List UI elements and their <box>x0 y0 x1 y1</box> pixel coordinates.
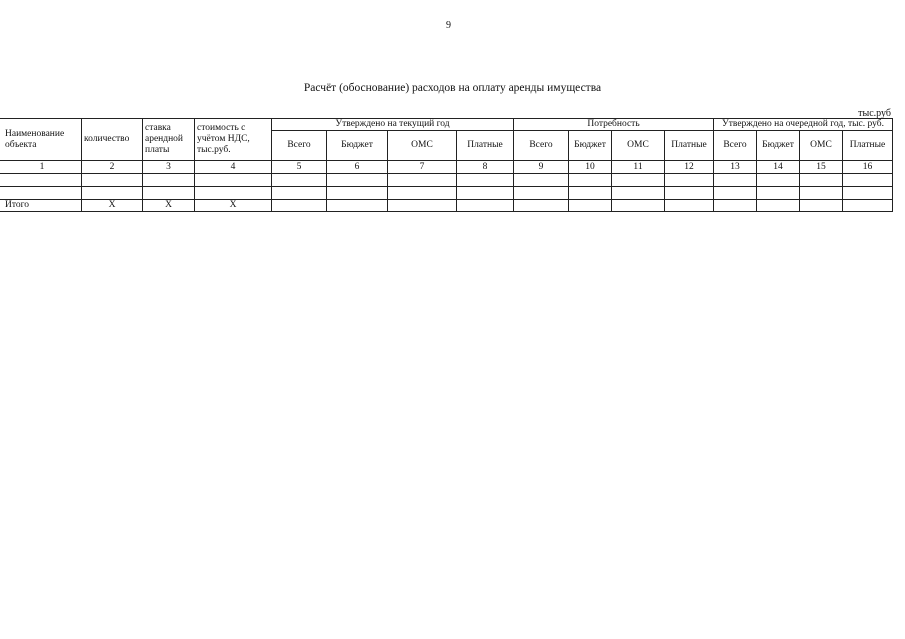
column-number: 1 <box>0 161 82 174</box>
document-title: Расчёт (обоснование) расходов на оплату аренды имущества <box>303 82 602 94</box>
table-cell[interactable] <box>714 187 757 200</box>
table-cell[interactable] <box>272 174 327 187</box>
table-cell[interactable] <box>612 187 665 200</box>
table-cell[interactable] <box>612 200 665 212</box>
header-rent-rate: ставка арендной платы <box>143 119 195 161</box>
header-object-name: Наименование объекта <box>0 119 82 161</box>
table-cell[interactable] <box>514 200 569 212</box>
table-cell[interactable] <box>843 174 893 187</box>
column-number: 12 <box>665 161 714 174</box>
column-number: 6 <box>327 161 388 174</box>
table-cell[interactable] <box>0 174 82 187</box>
subheader-paid: Платные <box>665 131 714 161</box>
table-cell[interactable] <box>272 200 327 212</box>
table-cell[interactable] <box>714 174 757 187</box>
header-group-next-year: Утверждено на очередной год, тыс. руб. <box>714 119 893 131</box>
column-number: 14 <box>757 161 800 174</box>
table-cell[interactable] <box>327 174 388 187</box>
table-cell[interactable] <box>514 187 569 200</box>
subheader-budget: Бюджет <box>569 131 612 161</box>
table-cell[interactable] <box>388 200 457 212</box>
subheader-total: Всего <box>514 131 569 161</box>
page-number: 9 <box>446 20 451 31</box>
subheader-oms: ОМС <box>612 131 665 161</box>
table-cell[interactable] <box>569 200 612 212</box>
header-group-current-year: Утверждено на текущий год <box>272 119 514 131</box>
column-number: 5 <box>272 161 327 174</box>
column-number: 8 <box>457 161 514 174</box>
table-cell[interactable] <box>0 187 82 200</box>
total-cost-cross: X <box>195 200 272 212</box>
table-cell[interactable] <box>143 187 195 200</box>
column-number: 13 <box>714 161 757 174</box>
subheader-total: Всего <box>714 131 757 161</box>
table-cell[interactable] <box>457 200 514 212</box>
table-cell[interactable] <box>800 200 843 212</box>
table-cell[interactable] <box>569 174 612 187</box>
table-cell[interactable] <box>272 187 327 200</box>
table-cell[interactable] <box>612 174 665 187</box>
table-cell[interactable] <box>843 187 893 200</box>
table-cell[interactable] <box>757 174 800 187</box>
total-rate-cross: X <box>143 200 195 212</box>
table-cell[interactable] <box>800 187 843 200</box>
table-cell[interactable] <box>569 187 612 200</box>
table-row <box>0 187 893 200</box>
table-cell[interactable] <box>514 174 569 187</box>
subheader-budget: Бюджет <box>327 131 388 161</box>
table-cell[interactable] <box>195 174 272 187</box>
table-cell[interactable] <box>757 200 800 212</box>
column-number: 10 <box>569 161 612 174</box>
column-number: 4 <box>195 161 272 174</box>
table-cell[interactable] <box>327 200 388 212</box>
header-group-need: Потребность <box>514 119 714 131</box>
column-number: 9 <box>514 161 569 174</box>
subheader-oms: ОМС <box>800 131 843 161</box>
subheader-budget: Бюджет <box>757 131 800 161</box>
table-cell[interactable] <box>388 174 457 187</box>
subheader-paid: Платные <box>843 131 893 161</box>
table-cell[interactable] <box>195 187 272 200</box>
table-cell[interactable] <box>665 200 714 212</box>
table-cell[interactable] <box>143 174 195 187</box>
subheader-total: Всего <box>272 131 327 161</box>
subheader-oms: ОМС <box>388 131 457 161</box>
table-cell[interactable] <box>82 174 143 187</box>
column-number: 7 <box>388 161 457 174</box>
table-cell[interactable] <box>665 187 714 200</box>
table-cell[interactable] <box>757 187 800 200</box>
table-cell[interactable] <box>843 200 893 212</box>
rent-calculation-table <box>0 118 893 212</box>
table-cell[interactable] <box>388 187 457 200</box>
column-number: 2 <box>82 161 143 174</box>
column-number: 15 <box>800 161 843 174</box>
table-row <box>0 174 893 187</box>
table-cell[interactable] <box>457 187 514 200</box>
table-cell[interactable] <box>82 187 143 200</box>
table-cell[interactable] <box>457 174 514 187</box>
subheader-paid: Платные <box>457 131 514 161</box>
total-label: Итого <box>0 200 82 212</box>
column-number: 3 <box>143 161 195 174</box>
header-quantity: количество <box>82 119 143 161</box>
table-cell[interactable] <box>665 174 714 187</box>
units-label: тыс.руб <box>858 108 891 119</box>
column-number: 11 <box>612 161 665 174</box>
table-cell[interactable] <box>327 187 388 200</box>
rent-calculation-table-wrapper <box>0 118 893 212</box>
table-cell[interactable] <box>800 174 843 187</box>
column-number: 16 <box>843 161 893 174</box>
header-cost-with-vat: стоимость с учётом НДС, тыс.руб. <box>195 119 272 161</box>
table-cell[interactable] <box>714 200 757 212</box>
total-row <box>0 200 893 212</box>
total-quantity-cross: X <box>82 200 143 212</box>
